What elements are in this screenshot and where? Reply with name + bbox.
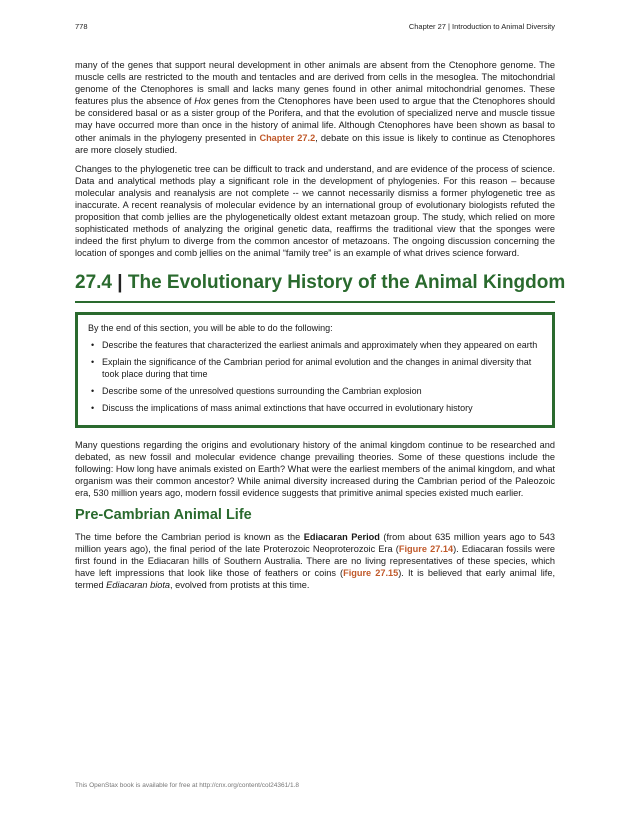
paragraph-phylogenetic-tree: Changes to the phylogenetic tree can be difficult to track and understand, and are evidence of the process of science. Data and analytical methods play a significant role in the development of phylogenies. For this reason – because molecular analysis and reanalysis are not complete -- we cannot necessarily dismiss a former phylogenetic tree as inaccurate. A recent reanalysis of molecular evidence by an international group of evolutionary biologists refuted the proposition that comb jellies are the phylogenetically oldest extant metazoan group. The study, which relied on more sophisticated methods of analyzing the original genetic data, reaffirms the traditional view that the sponges were indeed the first phylum to diverge from the common ancestor of metazoans. The ongoing discussion concerning the location of sponges and comb jellies on the animal “family tree” is an example of what drives science forward. [75,163,555,259]
learning-objectives-box [75,312,555,428]
page-footer: This OpenStax book is available for free at http://cnx.org/content/col24361/1.8 [75,782,300,789]
paragraph-evolutionary-questions: Many questions regarding the origins and evolutionary history of the animal kingdom continue to be researched and debated, as new fossil and molecular evidence change prevailing theories. Some of these questions include the following: How long have animals existed on Earth? What were the earliest members of the animal kingdom, and what organism was their common ancestor? While animal diversity increased during the Cambrian period of the Paleozoic era, 530 million years ago, modern fossil evidence suggests that primitive animal species existed much earlier. [75,439,555,498]
paragraph-ctenophore-genome: many of the genes that support neural development in other animals are absent from the Ctenophore genome. The muscle cells are restricted to the mouth and tentacles and are derived from cells in the mesoglea. The mitochondrial genome of the Ctenophores is small and lacks many genes found in other animal mitochondrial genomes. These features plus the absence of Hox genes from the Ctenophores have been used to argue that the Ctenophores should be considered basal or as a sister group of the Porifera, and that the evolution of specialized nerve and muscle tissue may have occurred more than once in the history of animal life. Although Ctenophores have been shown as basal to other animals in the phylogeny presented in Chapter 27.2, debate on this issue is likely to continue as Ctenophores are more closely studied. [75,60,555,155]
section-title: The Evolutionary History of the Animal Kingdom [127,271,566,293]
page-number: 778 [75,22,88,31]
objective-item: • Discuss the implications of mass animal extinctions that have occurred in evolutionary history [91,402,473,413]
paragraph-ediacaran: The time before the Cambrian period is known as the Ediacaran Period (from about 635 million years ago to 543 million years ago), the final period of the late Proterozoic Neoproterozoic Era (Figure 27.14). Ediacaran fossils were first found in the Ediacaran hills of Southern Australia. There are no living representatives of these species, which have left impressions that look like those of feathers or coins (Figure 27.15). It is believed that early animal life, termed Ediacaran biota, evolved from protists at this time. [75,531,556,591]
section-separator: | [117,271,123,293]
figure-27-14-link[interactable]: Figure 27.14 [398,544,454,555]
ediacaran-period-term: Ediacaran Period [303,531,380,542]
objectives-intro: By the end of this section, you will be able to do the following: [88,322,333,333]
page-content [75,59,566,598]
section-heading [75,271,566,303]
bullet-icon: • [91,339,95,350]
objective-item: • Describe some of the unresolved questions surrounding the Cambrian explosion [91,385,422,396]
figure-27-15-link[interactable]: Figure 27.15 [343,568,399,579]
hox-term: Hox [194,96,211,107]
subsection-heading: Pre-Cambrian Animal Life [75,506,252,523]
bullet-icon: • [91,402,95,413]
section-number: 27.4 [75,271,112,293]
chapter-27-2-link[interactable]: Chapter 27.2 [259,132,316,143]
objectives-list [88,339,542,414]
objective-item: • Describe the features that characterized the earliest animals and approximately when they appeared on earth [91,339,538,350]
ediacaran-biota-term: Ediacaran biota [106,580,171,591]
chapter-title: Chapter 27 | Introduction to Animal Diversity [408,22,555,31]
bullet-icon: • [91,385,95,396]
objective-item: • Explain the significance of the Cambrian period for animal evolution and the changes in animal diversity that took place during that time [91,356,532,379]
bullet-icon: • [91,356,95,367]
